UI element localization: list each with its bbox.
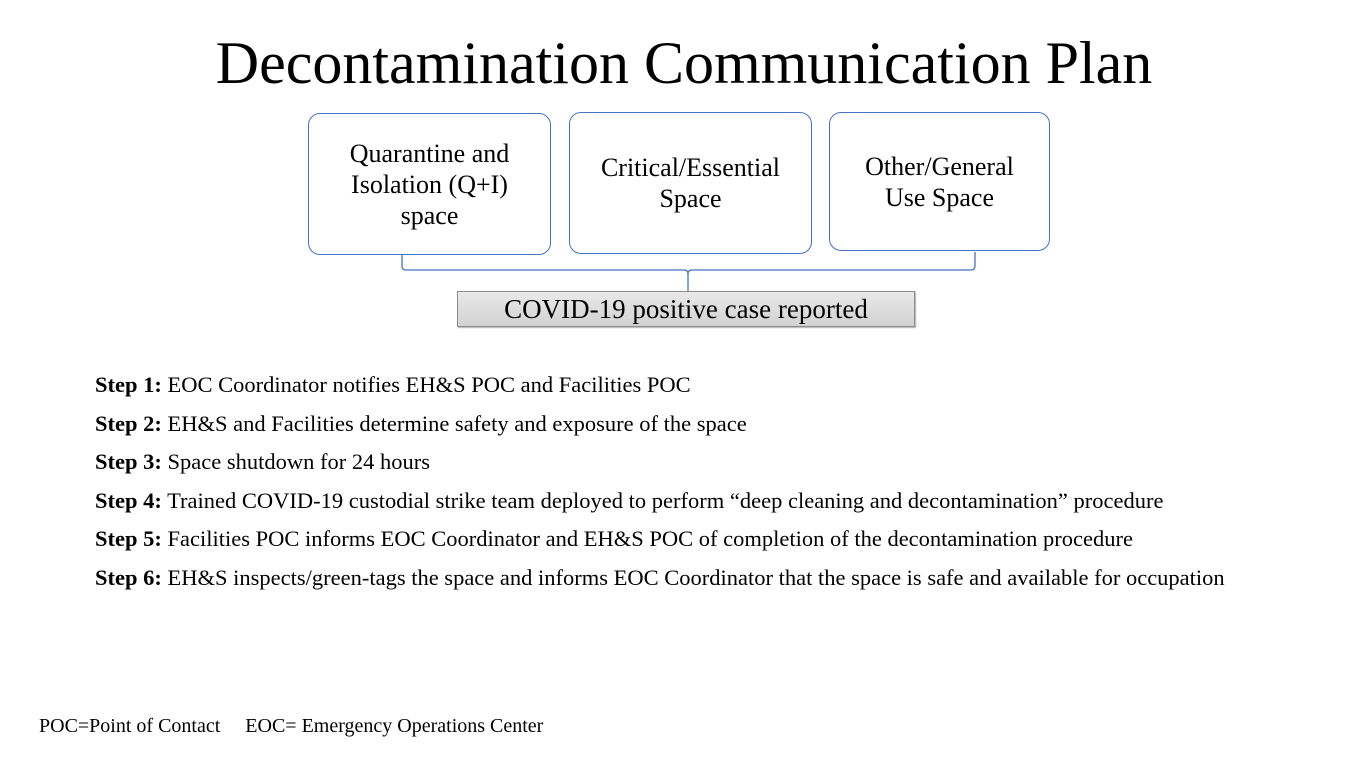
- step-5-label: Step 5:: [95, 526, 162, 551]
- step-4-text: Trained COVID-19 custodial strike team deployed to perform “deep cleaning and decontamination” procedure: [167, 487, 1164, 513]
- steps-list: [95, 371, 1264, 602]
- poc-definition: POC=Point of Contact: [39, 715, 221, 737]
- step-5-text: Facilities POC informs EOC Coordinator and EH&S POC of completion of the decontamination procedure: [167, 526, 1133, 551]
- step-3-label: Step 3:: [95, 449, 162, 474]
- step-2-label: Step 2:: [95, 410, 162, 436]
- critical-essential-space-label: Critical/Essential Space: [600, 153, 781, 213]
- step-6-text: EH&S inspects/green-tags the space and informs EOC Coordinator that the space is safe and available for occupation: [167, 564, 1225, 590]
- quarantine-isolation-space-label: Quarantine and Isolation (Q+I) space: [349, 138, 510, 230]
- eoc-definition: EOC= Emergency Operations Center: [245, 715, 544, 737]
- step-3: [95, 448, 1264, 476]
- step-2: [95, 410, 1264, 438]
- step-5: [95, 525, 1264, 553]
- step-2-text: EH&S and Facilities determine safety and exposure of the space: [167, 410, 747, 436]
- other-general-use-space-label: Other/General Use Space: [865, 151, 1014, 212]
- covid-case-reported-label: COVID-19 positive case reported: [504, 294, 868, 324]
- step-1: [95, 371, 1264, 399]
- step-4: [95, 487, 1264, 515]
- step-6-label: Step 6:: [95, 564, 162, 590]
- footer-legend: [39, 713, 543, 739]
- covid-case-reported-box: [457, 291, 915, 327]
- step-4-label: Step 4:: [95, 487, 162, 513]
- step-1-label: Step 1:: [95, 372, 162, 397]
- page-title: Decontamination Communication Plan: [215, 30, 1153, 96]
- brace-connector-path: [402, 252, 975, 291]
- step-1-text: EOC Coordinator notifies EH&S POC and Facilities POC: [167, 372, 691, 397]
- step-3-text: Space shutdown for 24 hours: [167, 449, 430, 474]
- step-6: [95, 564, 1264, 592]
- brace-connector: [0, 0, 1368, 330]
